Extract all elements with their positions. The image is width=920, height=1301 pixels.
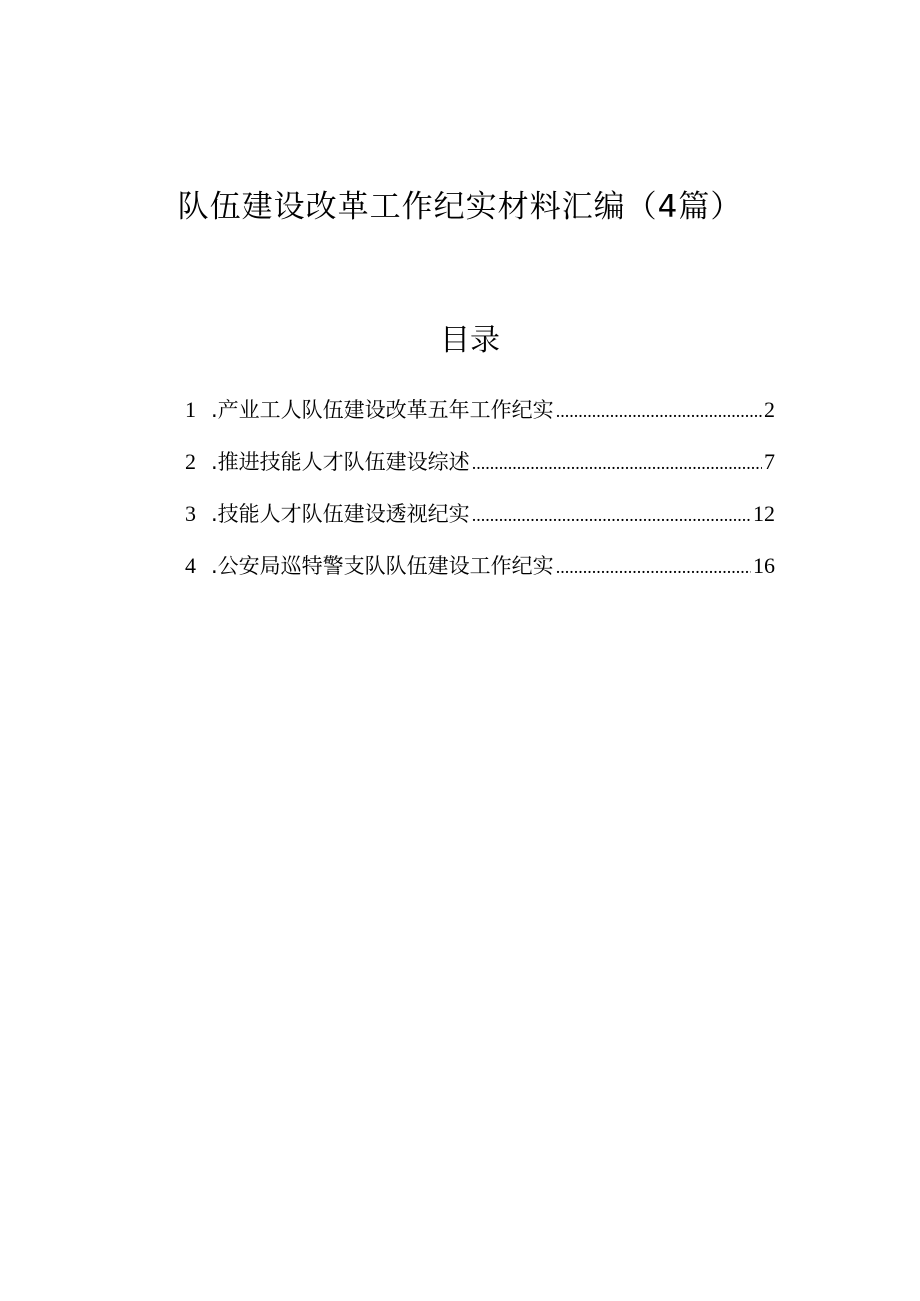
toc-entry-number: 2 xyxy=(185,449,196,474)
toc-dot-leader xyxy=(472,500,751,530)
toc-entry-number: 1 xyxy=(185,397,196,422)
toc-dot-leader xyxy=(556,396,762,426)
toc-entry-number: 4 xyxy=(185,553,196,578)
toc-entry-title: .公安局巡特警支队队伍建设工作纪实 xyxy=(211,554,554,578)
toc-entry-page: 2 xyxy=(764,397,775,422)
toc-entry-title: .产业工人队伍建设改革五年工作纪实 xyxy=(211,398,554,422)
document-title: 队伍建设改革工作纪实材料汇编（4篇） xyxy=(177,189,743,225)
toc-dot-leader xyxy=(556,552,751,582)
toc-entry[interactable] xyxy=(185,395,775,447)
toc-entry-title: .推进技能人才队伍建设综述 xyxy=(211,450,470,474)
toc-entry[interactable] xyxy=(185,447,775,499)
toc-heading: 目录 xyxy=(440,323,500,358)
table-of-contents xyxy=(185,395,775,603)
toc-entry-page: 16 xyxy=(753,553,775,578)
toc-entry[interactable] xyxy=(185,499,775,551)
toc-entry-page: 12 xyxy=(753,501,775,526)
toc-entry-title: .技能人才队伍建设透视纪实 xyxy=(211,502,470,526)
toc-dot-leader xyxy=(472,448,762,478)
toc-entry-number: 3 xyxy=(185,501,196,526)
toc-entry-page: 7 xyxy=(764,449,775,474)
toc-entry[interactable] xyxy=(185,551,775,603)
